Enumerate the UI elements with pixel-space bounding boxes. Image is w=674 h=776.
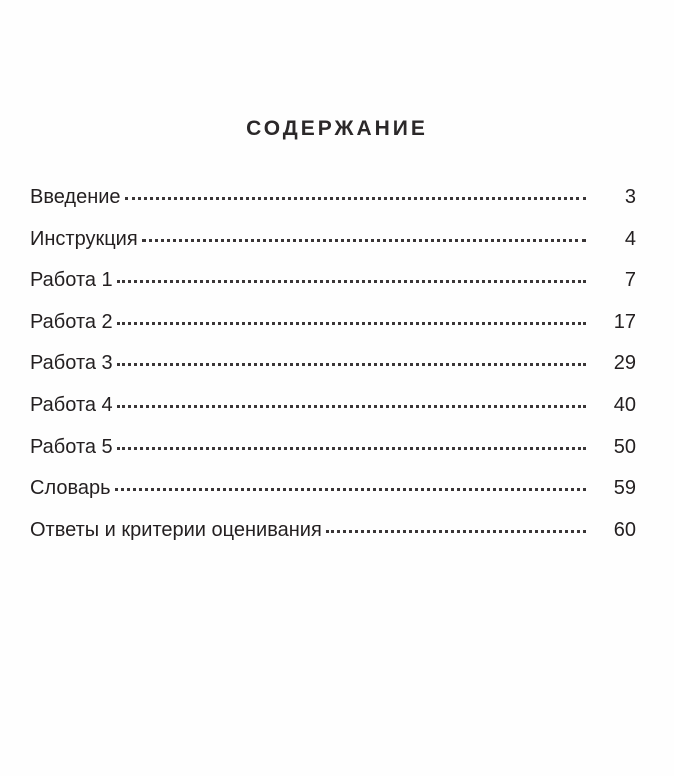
toc-entry-label: Ответы и критерии оценивания	[30, 518, 322, 541]
toc-entry-page-number: 60	[613, 518, 636, 541]
toc-entry-page-number: 17	[613, 310, 636, 333]
toc-entry-label: Работа 3	[30, 352, 113, 375]
toc-entry-page-number: 40	[613, 393, 636, 416]
dot-leader	[115, 488, 586, 491]
dot-leader	[326, 530, 586, 533]
toc-entry-page-number: 29	[613, 352, 636, 375]
toc-entry-label: Инструкция	[30, 227, 138, 250]
toc-entry-label: Работа 1	[30, 269, 113, 292]
toc-entry-label: Работа 4	[30, 393, 113, 416]
toc-entry-page-number: 4	[624, 227, 636, 250]
toc-entry	[30, 352, 636, 394]
toc-entry-page-number: 3	[624, 186, 636, 208]
dot-leader	[117, 447, 586, 450]
toc-entry	[30, 186, 636, 228]
dot-leader	[117, 363, 586, 366]
toc-entry	[30, 436, 636, 478]
toc-entry-page-number: 7	[624, 269, 636, 292]
page-title: СОДЕРЖАНИЕ	[246, 117, 428, 140]
dot-leader	[117, 405, 586, 408]
toc-entry-page-number: 59	[613, 477, 636, 500]
toc-entry-label: Работа 5	[30, 435, 113, 458]
toc-entry-page-number: 50	[613, 435, 636, 458]
toc-entry	[30, 519, 636, 561]
toc-entry	[30, 394, 636, 436]
toc-entry-label: Словарь	[30, 477, 111, 500]
table-of-contents	[30, 186, 636, 560]
toc-entry	[30, 311, 636, 353]
toc-entry	[30, 477, 636, 519]
toc-entry-label: Работа 2	[30, 310, 113, 333]
toc-entry	[30, 228, 636, 270]
toc-entry	[30, 269, 636, 311]
dot-leader	[142, 239, 586, 242]
dot-leader	[117, 280, 586, 283]
dot-leader	[125, 197, 586, 200]
dot-leader	[117, 322, 586, 325]
toc-entry-label: Введение	[30, 186, 121, 208]
